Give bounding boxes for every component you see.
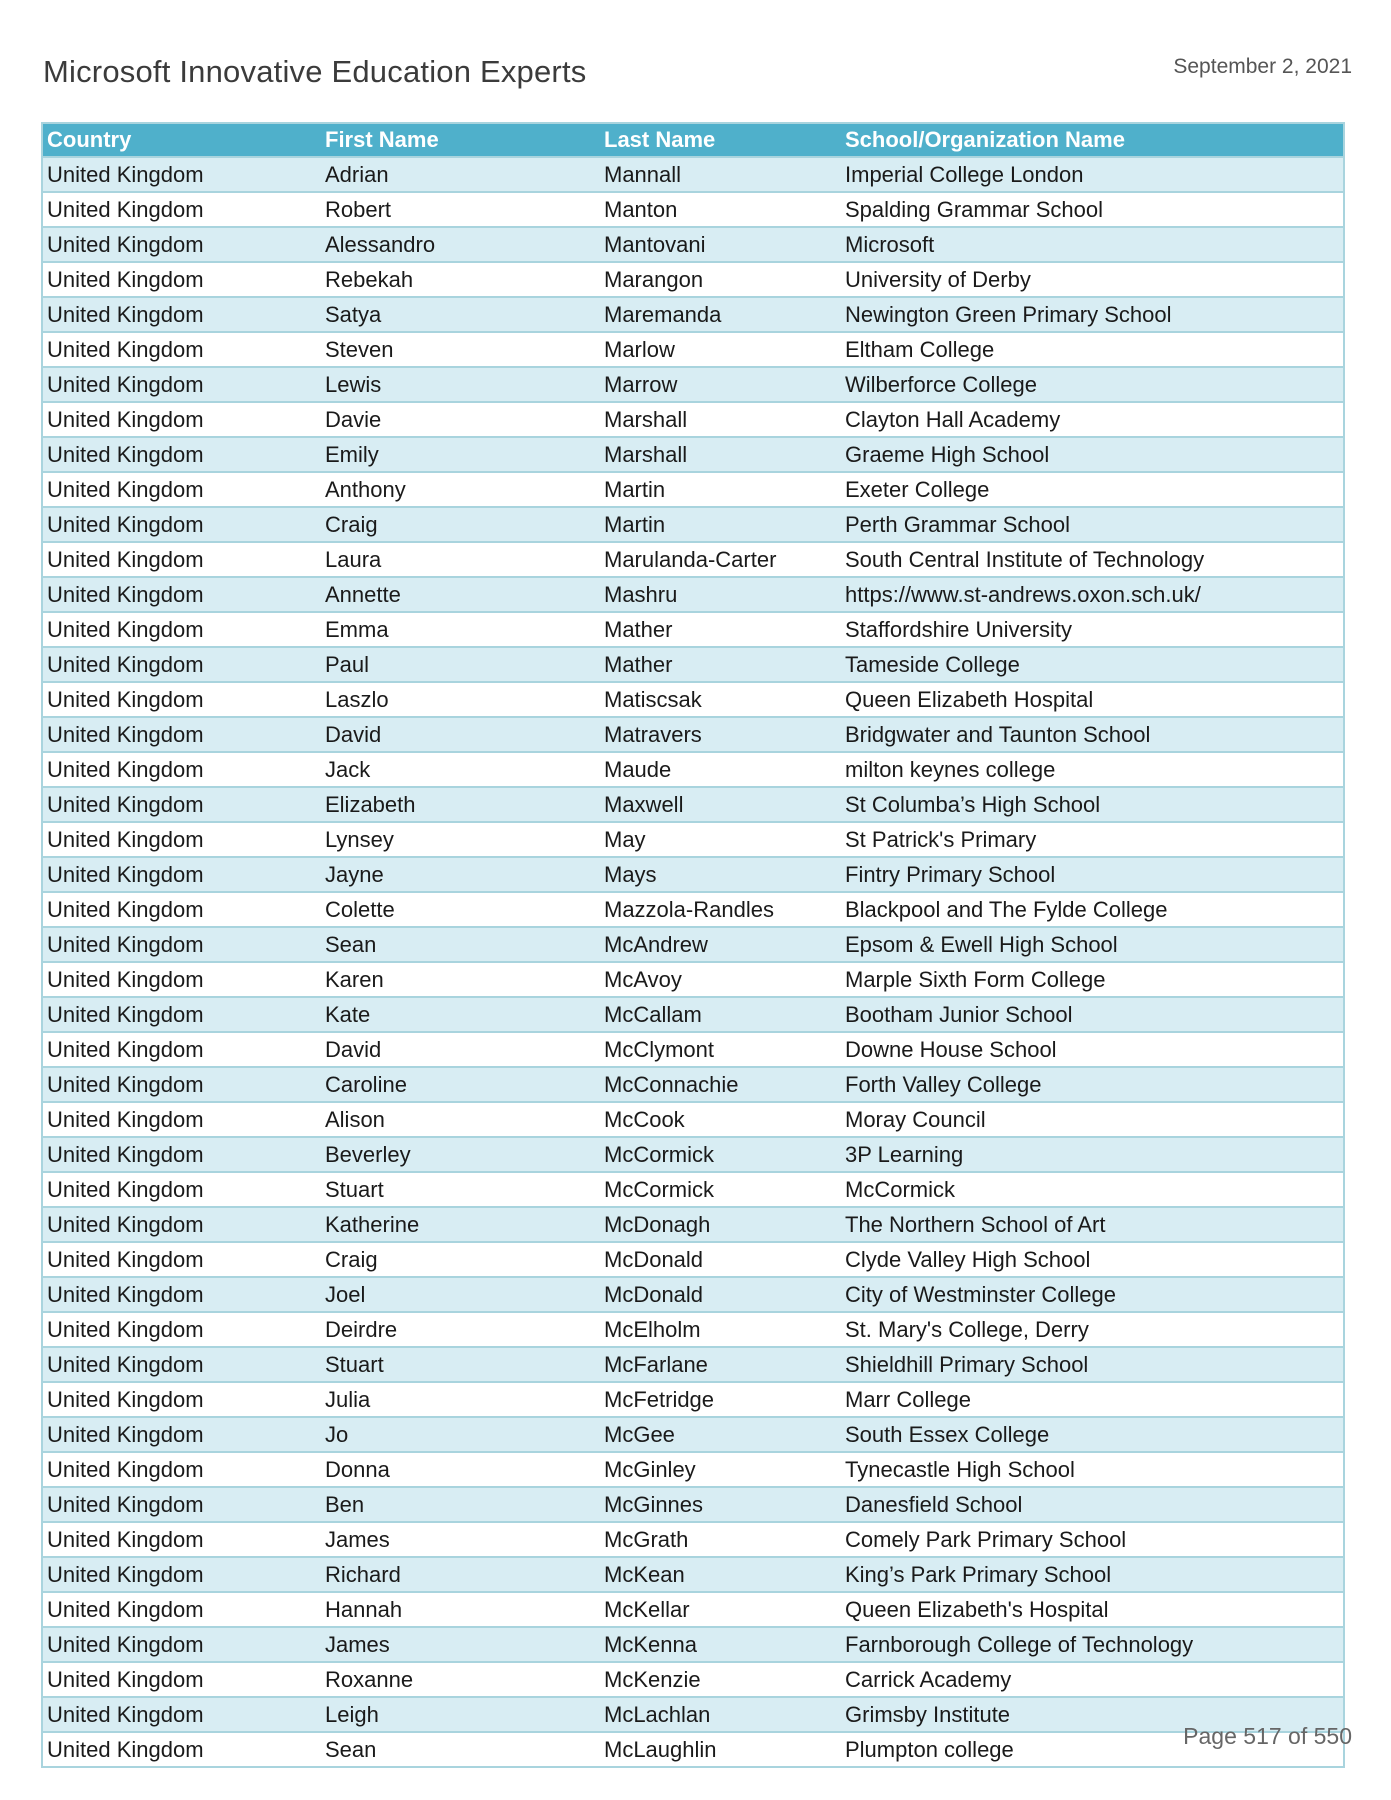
cell-last-name: Maxwell [600,787,841,822]
cell-organization: St Columba’s High School [841,787,1343,822]
page-date: September 2, 2021 [1173,55,1352,78]
cell-organization: Blackpool and The Fylde College [841,892,1343,927]
cell-first-name: Steven [321,332,600,367]
column-header-country: Country [43,124,321,157]
cell-organization: Eltham College [841,332,1343,367]
cell-country: United Kingdom [43,157,321,192]
table-row [43,962,1343,997]
cell-organization: South Central Institute of Technology [841,542,1343,577]
cell-last-name: McGinley [600,1452,841,1487]
cell-organization: St Patrick's Primary [841,822,1343,857]
cell-country: United Kingdom [43,262,321,297]
cell-organization: Wilberforce College [841,367,1343,402]
cell-organization: Tameside College [841,647,1343,682]
cell-country: United Kingdom [43,1592,321,1627]
cell-last-name: Marangon [600,262,841,297]
cell-country: United Kingdom [43,717,321,752]
cell-organization: University of Derby [841,262,1343,297]
cell-first-name: Richard [321,1557,600,1592]
cell-country: United Kingdom [43,1732,321,1766]
experts-table [41,122,1345,1768]
cell-first-name: Laszlo [321,682,600,717]
cell-organization: Staffordshire University [841,612,1343,647]
cell-last-name: McAvoy [600,962,841,997]
table-row [43,262,1343,297]
cell-first-name: Donna [321,1452,600,1487]
table-row [43,472,1343,507]
cell-country: United Kingdom [43,612,321,647]
cell-country: United Kingdom [43,997,321,1032]
cell-last-name: McDonagh [600,1207,841,1242]
cell-country: United Kingdom [43,1557,321,1592]
cell-organization: Imperial College London [841,157,1343,192]
table-row [43,507,1343,542]
cell-last-name: Marshall [600,437,841,472]
cell-last-name: Maremanda [600,297,841,332]
cell-first-name: Emily [321,437,600,472]
table-row [43,1417,1343,1452]
table-row [43,927,1343,962]
cell-last-name: Mather [600,612,841,647]
table-row [43,1312,1343,1347]
cell-country: United Kingdom [43,297,321,332]
cell-last-name: McKenzie [600,1662,841,1697]
table-row [43,1522,1343,1557]
cell-organization: Fintry Primary School [841,857,1343,892]
cell-first-name: James [321,1522,600,1557]
cell-last-name: McAndrew [600,927,841,962]
cell-country: United Kingdom [43,1627,321,1662]
cell-first-name: Adrian [321,157,600,192]
cell-first-name: Elizabeth [321,787,600,822]
cell-last-name: McKellar [600,1592,841,1627]
cell-country: United Kingdom [43,227,321,262]
cell-organization: Comely Park Primary School [841,1522,1343,1557]
table-row [43,1102,1343,1137]
cell-country: United Kingdom [43,647,321,682]
cell-organization: Clayton Hall Academy [841,402,1343,437]
cell-country: United Kingdom [43,1697,321,1732]
cell-organization: Marple Sixth Form College [841,962,1343,997]
cell-organization: Newington Green Primary School [841,297,1343,332]
cell-last-name: Martin [600,472,841,507]
cell-first-name: Annette [321,577,600,612]
cell-first-name: David [321,1032,600,1067]
table-row [43,1662,1343,1697]
cell-organization: The Northern School of Art [841,1207,1343,1242]
cell-country: United Kingdom [43,1137,321,1172]
table-row [43,1697,1343,1732]
cell-last-name: McKean [600,1557,841,1592]
cell-last-name: Marshall [600,402,841,437]
cell-first-name: Ben [321,1487,600,1522]
cell-first-name: Jo [321,1417,600,1452]
cell-first-name: Craig [321,507,600,542]
cell-organization: Grimsby Institute [841,1697,1343,1732]
cell-first-name: Satya [321,297,600,332]
cell-country: United Kingdom [43,927,321,962]
cell-first-name: Davie [321,402,600,437]
cell-first-name: Joel [321,1277,600,1312]
table-row [43,192,1343,227]
page-number: Page 517 of 550 [1183,1723,1352,1749]
table-row [43,647,1343,682]
cell-organization: Clyde Valley High School [841,1242,1343,1277]
cell-last-name: Mashru [600,577,841,612]
cell-country: United Kingdom [43,682,321,717]
table-row [43,822,1343,857]
cell-organization: Shieldhill Primary School [841,1347,1343,1382]
cell-country: United Kingdom [43,1487,321,1522]
cell-organization: City of Westminster College [841,1277,1343,1312]
cell-country: United Kingdom [43,472,321,507]
cell-country: United Kingdom [43,1347,321,1382]
cell-last-name: McClymont [600,1032,841,1067]
cell-organization: Bridgwater and Taunton School [841,717,1343,752]
table-row [43,1067,1343,1102]
cell-last-name: McGrath [600,1522,841,1557]
table-row [43,1592,1343,1627]
cell-organization: Epsom & Ewell High School [841,927,1343,962]
table-row [43,1732,1343,1766]
cell-organization: King’s Park Primary School [841,1557,1343,1592]
cell-last-name: Mays [600,857,841,892]
cell-organization: St. Mary's College, Derry [841,1312,1343,1347]
table-row [43,1242,1343,1277]
cell-country: United Kingdom [43,1452,321,1487]
cell-country: United Kingdom [43,542,321,577]
table-row [43,857,1343,892]
table-row [43,402,1343,437]
cell-first-name: Roxanne [321,1662,600,1697]
cell-first-name: Rebekah [321,262,600,297]
cell-country: United Kingdom [43,367,321,402]
cell-organization: Plumpton college [841,1732,1343,1766]
cell-first-name: Laura [321,542,600,577]
table-row [43,1487,1343,1522]
table-row [43,752,1343,787]
cell-organization: Spalding Grammar School [841,192,1343,227]
cell-first-name: Sean [321,927,600,962]
table-row [43,1347,1343,1382]
table-row [43,227,1343,262]
cell-organization: McCormick [841,1172,1343,1207]
table-row [43,1032,1343,1067]
cell-first-name: Colette [321,892,600,927]
cell-first-name: Craig [321,1242,600,1277]
table-row [43,1627,1343,1662]
table-row [43,367,1343,402]
cell-first-name: Paul [321,647,600,682]
cell-last-name: Maude [600,752,841,787]
cell-organization: Danesfield School [841,1487,1343,1522]
cell-first-name: David [321,717,600,752]
cell-first-name: Kate [321,997,600,1032]
cell-country: United Kingdom [43,1522,321,1557]
table-row [43,1452,1343,1487]
cell-last-name: Matiscsak [600,682,841,717]
cell-country: United Kingdom [43,1277,321,1312]
cell-first-name: Hannah [321,1592,600,1627]
table-row [43,612,1343,647]
cell-organization: Forth Valley College [841,1067,1343,1102]
cell-organization: Perth Grammar School [841,507,1343,542]
cell-country: United Kingdom [43,1417,321,1452]
cell-organization: Carrick Academy [841,1662,1343,1697]
cell-country: United Kingdom [43,1662,321,1697]
cell-first-name: Alison [321,1102,600,1137]
cell-last-name: McGee [600,1417,841,1452]
cell-last-name: McDonald [600,1242,841,1277]
cell-first-name: Sean [321,1732,600,1766]
table-row [43,297,1343,332]
cell-first-name: Robert [321,192,600,227]
cell-country: United Kingdom [43,1032,321,1067]
cell-organization: Bootham Junior School [841,997,1343,1032]
cell-last-name: McFetridge [600,1382,841,1417]
cell-organization: South Essex College [841,1417,1343,1452]
cell-first-name: Katherine [321,1207,600,1242]
cell-country: United Kingdom [43,822,321,857]
cell-organization: Queen Elizabeth's Hospital [841,1592,1343,1627]
cell-first-name: Emma [321,612,600,647]
table-header-row [43,124,1343,157]
cell-first-name: Karen [321,962,600,997]
cell-organization: Downe House School [841,1032,1343,1067]
cell-last-name: Martin [600,507,841,542]
cell-first-name: Julia [321,1382,600,1417]
table-row [43,1137,1343,1172]
cell-last-name: McFarlane [600,1347,841,1382]
cell-last-name: McCallam [600,997,841,1032]
cell-last-name: McDonald [600,1277,841,1312]
cell-country: United Kingdom [43,437,321,472]
cell-last-name: McKenna [600,1627,841,1662]
cell-last-name: McLaughlin [600,1732,841,1766]
table-row [43,1557,1343,1592]
table-row [43,717,1343,752]
cell-last-name: Mannall [600,157,841,192]
cell-country: United Kingdom [43,402,321,437]
cell-last-name: Marrow [600,367,841,402]
table-row [43,577,1343,612]
table-row [43,787,1343,822]
cell-first-name: Anthony [321,472,600,507]
cell-country: United Kingdom [43,1207,321,1242]
cell-country: United Kingdom [43,332,321,367]
cell-country: United Kingdom [43,1382,321,1417]
cell-last-name: Mather [600,647,841,682]
cell-last-name: May [600,822,841,857]
cell-organization: milton keynes college [841,752,1343,787]
table-row [43,1277,1343,1312]
table-row [43,1172,1343,1207]
cell-first-name: Lynsey [321,822,600,857]
cell-first-name: Alessandro [321,227,600,262]
table-row [43,1207,1343,1242]
cell-first-name: Leigh [321,1697,600,1732]
cell-last-name: Manton [600,192,841,227]
cell-organization: Graeme High School [841,437,1343,472]
cell-first-name: Caroline [321,1067,600,1102]
cell-country: United Kingdom [43,192,321,227]
cell-first-name: Jack [321,752,600,787]
table-row [43,1382,1343,1417]
cell-last-name: McCook [600,1102,841,1137]
cell-organization: 3P Learning [841,1137,1343,1172]
cell-last-name: Mazzola-Randles [600,892,841,927]
cell-country: United Kingdom [43,787,321,822]
cell-last-name: Mantovani [600,227,841,262]
cell-country: United Kingdom [43,857,321,892]
cell-country: United Kingdom [43,1242,321,1277]
cell-last-name: Matravers [600,717,841,752]
cell-country: United Kingdom [43,1312,321,1347]
cell-country: United Kingdom [43,1067,321,1102]
cell-organization: Queen Elizabeth Hospital [841,682,1343,717]
cell-last-name: McGinnes [600,1487,841,1522]
cell-country: United Kingdom [43,577,321,612]
cell-country: United Kingdom [43,892,321,927]
cell-country: United Kingdom [43,1102,321,1137]
column-header-first-name: First Name [321,124,600,157]
table-row [43,542,1343,577]
cell-organization: Microsoft [841,227,1343,262]
cell-first-name: Stuart [321,1347,600,1382]
table-row [43,997,1343,1032]
column-header-last-name: Last Name [600,124,841,157]
cell-first-name: Lewis [321,367,600,402]
cell-last-name: McElholm [600,1312,841,1347]
table-row [43,332,1343,367]
table-row [43,157,1343,192]
cell-country: United Kingdom [43,962,321,997]
cell-last-name: McConnachie [600,1067,841,1102]
cell-last-name: Marlow [600,332,841,367]
cell-last-name: Marulanda-Carter [600,542,841,577]
cell-organization: Marr College [841,1382,1343,1417]
cell-last-name: McLachlan [600,1697,841,1732]
cell-first-name: Jayne [321,857,600,892]
cell-first-name: Stuart [321,1172,600,1207]
cell-first-name: Deirdre [321,1312,600,1347]
table-row [43,892,1343,927]
cell-first-name: James [321,1627,600,1662]
cell-last-name: McCormick [600,1137,841,1172]
cell-country: United Kingdom [43,1172,321,1207]
cell-organization: https://www.st-andrews.oxon.sch.uk/ [841,577,1343,612]
cell-first-name: Beverley [321,1137,600,1172]
cell-organization: Farnborough College of Technology [841,1627,1343,1662]
cell-last-name: McCormick [600,1172,841,1207]
table-row [43,682,1343,717]
cell-organization: Tynecastle High School [841,1452,1343,1487]
cell-country: United Kingdom [43,752,321,787]
cell-organization: Exeter College [841,472,1343,507]
table-row [43,437,1343,472]
page-title: Microsoft Innovative Education Experts [43,54,587,89]
column-header-organization: School/Organization Name [841,124,1343,157]
cell-organization: Moray Council [841,1102,1343,1137]
table-body [43,157,1343,1766]
cell-country: United Kingdom [43,507,321,542]
